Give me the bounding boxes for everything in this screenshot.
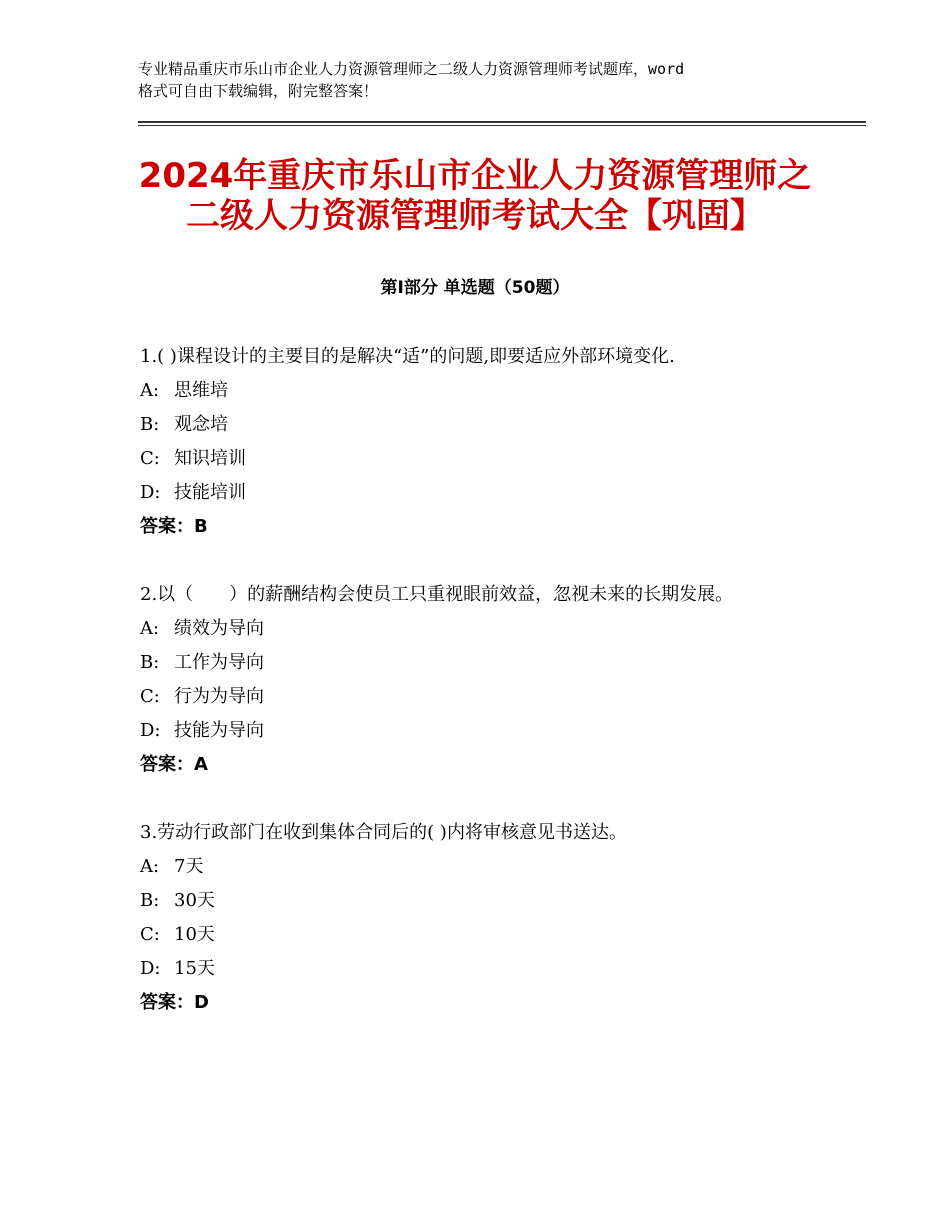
document-title-line-1: 2024年重庆市乐山市企业人力资源管理师之 xyxy=(138,156,812,196)
question-stem: 2.以（ ）的薪酬结构会使员工只重视眼前效益，忽视未来的长期发展。 xyxy=(140,584,734,605)
header-note-line-2: 格式可自由下载编辑，附完整答案！ xyxy=(138,82,379,100)
option-letter: A: xyxy=(140,380,160,401)
question-list xyxy=(140,340,820,1054)
option-d xyxy=(140,476,820,510)
option-a xyxy=(140,612,820,646)
option-text: 10天 xyxy=(174,924,215,945)
option-b xyxy=(140,646,820,680)
option-b xyxy=(140,884,820,918)
option-letter: C: xyxy=(140,448,160,469)
option-d xyxy=(140,714,820,748)
option-text: 知识培训 xyxy=(174,448,246,469)
option-letter: C: xyxy=(140,686,160,707)
option-d xyxy=(140,952,820,986)
option-text: 绩效为导向 xyxy=(174,618,264,639)
header-note-line-1: 专业精品重庆市乐山市企业人力资源管理师之二级人力资源管理师考试题库，word xyxy=(138,60,685,78)
option-letter: B: xyxy=(140,652,160,673)
option-a xyxy=(140,374,820,408)
option-letter: D: xyxy=(140,482,161,503)
option-c xyxy=(140,918,820,952)
answer-label: 答案：D xyxy=(140,992,209,1013)
option-text: 技能培训 xyxy=(174,482,246,503)
option-letter: A: xyxy=(140,618,160,639)
document-title xyxy=(80,156,870,236)
header-divider-thick xyxy=(138,121,866,123)
option-letter: D: xyxy=(140,720,161,741)
option-a xyxy=(140,850,820,884)
question-stem: 3.劳动行政部门在收到集体合同后的( )内将审核意见书送达。 xyxy=(140,822,627,843)
option-letter: B: xyxy=(140,890,160,911)
option-text: 技能为导向 xyxy=(174,720,264,741)
option-text: 观念培 xyxy=(174,414,228,435)
option-text: 行为为导向 xyxy=(174,686,264,707)
option-text: 30天 xyxy=(174,890,215,911)
header-note xyxy=(138,58,828,102)
header-divider-thin xyxy=(138,125,866,126)
option-letter: D: xyxy=(140,958,161,979)
option-letter: B: xyxy=(140,414,160,435)
question-2 xyxy=(140,578,820,782)
question-1 xyxy=(140,340,820,544)
option-letter: C: xyxy=(140,924,160,945)
option-text: 工作为导向 xyxy=(174,652,264,673)
option-c xyxy=(140,442,820,476)
answer-label: 答案：A xyxy=(140,754,208,775)
option-letter: A: xyxy=(140,856,160,877)
question-stem: 1.( )课程设计的主要目的是解决“适”的问题,即要适应外部环境变化. xyxy=(140,346,675,367)
option-c xyxy=(140,680,820,714)
section-heading: 第Ⅰ部分 单选题（50题） xyxy=(380,278,570,298)
option-b xyxy=(140,408,820,442)
document-title-line-2: 二级人力资源管理师考试大全【巩固】 xyxy=(186,196,764,236)
option-text: 思维培 xyxy=(174,380,228,401)
option-text: 7天 xyxy=(174,856,204,877)
question-3 xyxy=(140,816,820,1020)
option-text: 15天 xyxy=(174,958,215,979)
answer-label: 答案：B xyxy=(140,516,208,537)
